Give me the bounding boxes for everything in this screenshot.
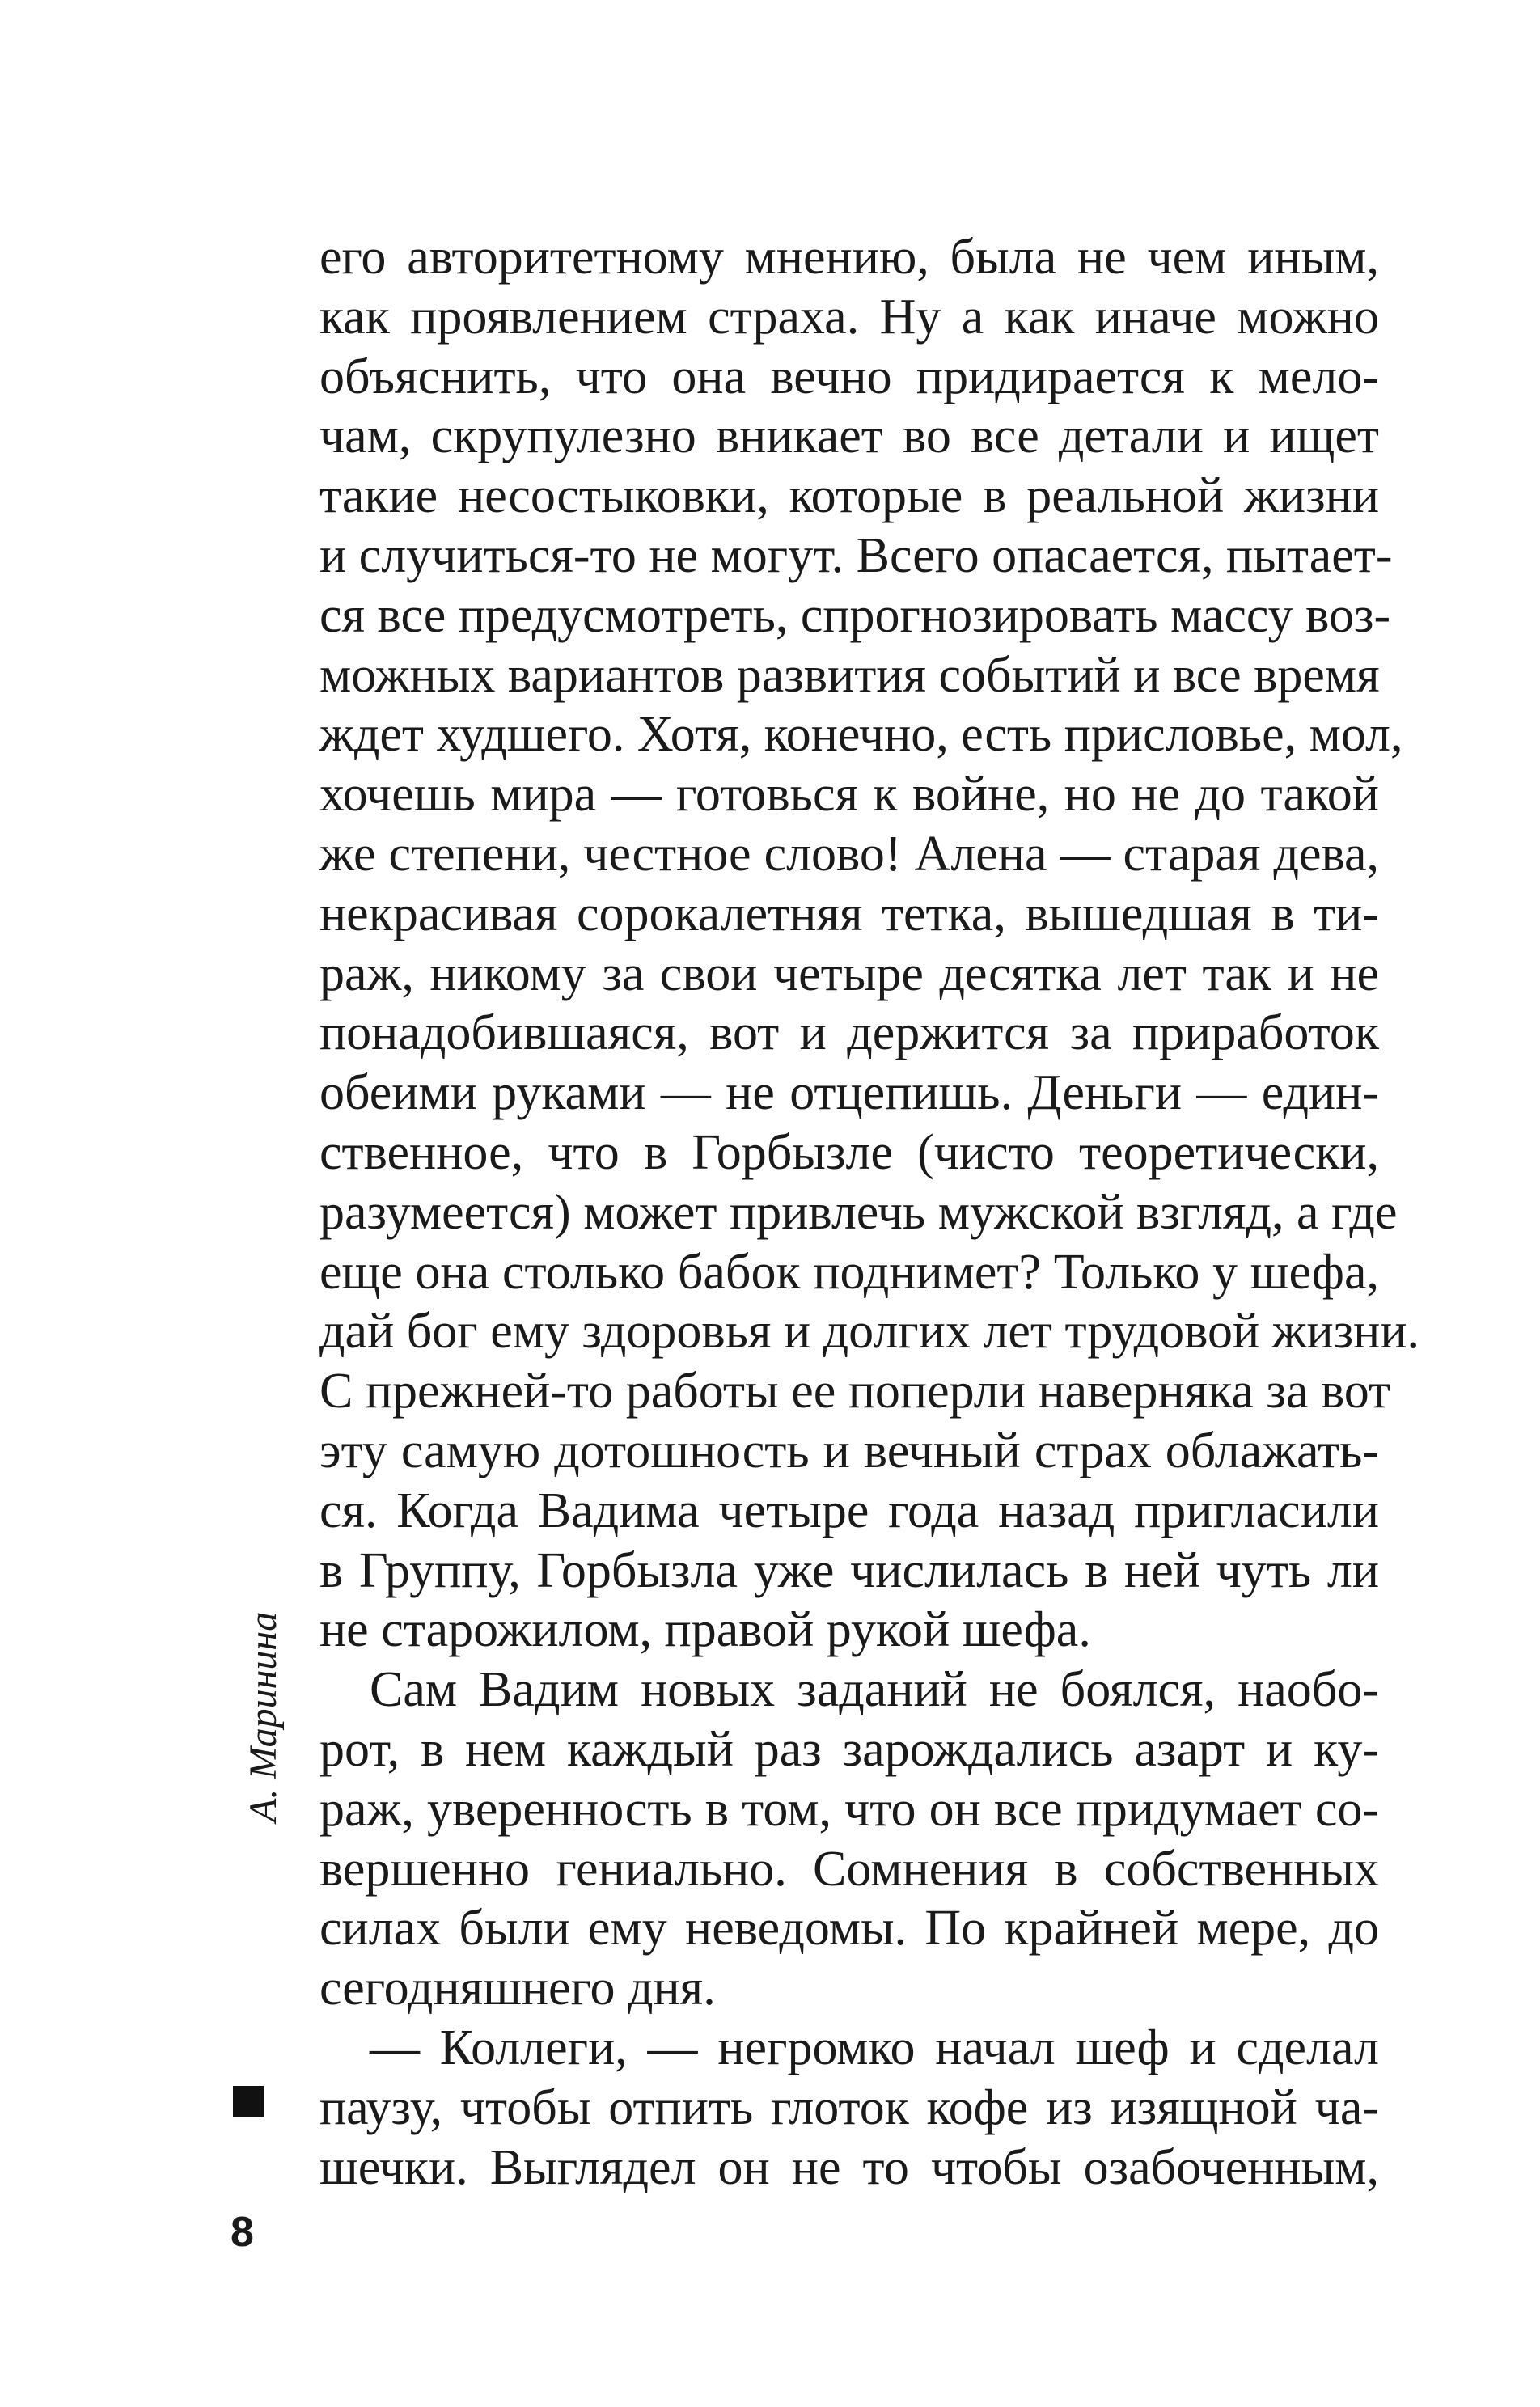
running-head-author: А. Маринина	[242, 1611, 285, 1822]
text-line: в Группу, Горбызла уже числилась в ней чуть ли	[319, 1542, 1379, 1598]
text-line: еще она столько бабок поднимет? Только у шефа,	[319, 1244, 1379, 1300]
text-line: паузу, чтобы отпить глоток кофе из изящной ча-	[319, 2079, 1379, 2135]
text-line: эту самую дотошность и вечный страх облажать-	[319, 1423, 1379, 1478]
text-line: не старожилом, правой рукой шефа.	[319, 1602, 1091, 1658]
text-line: ся. Когда Вадима четыре года назад пригласили	[319, 1483, 1379, 1538]
page-marker-square	[233, 2086, 264, 2117]
text-line: его авторитетному мнению, была не чем иным,	[319, 230, 1379, 285]
text-line: дай бог ему здоровья и долгих лет трудовой жизни.	[319, 1304, 1420, 1360]
text-line: шечки. Выглядел он не то чтобы озабоченным,	[319, 2139, 1379, 2195]
text-line: и случиться-то не могут. Всего опасается, пытает-	[319, 527, 1393, 583]
text-line: чам, скрупулезно вникает во все детали и ищет	[319, 408, 1379, 464]
text-line: рот, в нем каждый раз зарождались азарт и ку-	[319, 1721, 1379, 1777]
text-line: обеими руками — не отцепишь. Деньги — един-	[319, 1065, 1379, 1121]
text-line: раж, никому за свои четыре десятка лет так и не	[319, 945, 1379, 1001]
text-line: С прежней-то работы ее поперли наверняка за вот	[319, 1364, 1391, 1419]
text-line: Сам Вадим новых заданий не боялся, наобо-	[370, 1662, 1379, 1718]
body-text	[319, 228, 1420, 2198]
text-line: можных вариантов развития событий и все время	[319, 647, 1380, 703]
text-line: некрасивая сорокалетняя тетка, вышедшая в ти-	[319, 886, 1379, 941]
text-line: понадобившаяся, вот и держится за приработок	[319, 1005, 1379, 1061]
text-line: ственное, что в Горбызле (чисто теоретически,	[319, 1124, 1379, 1180]
text-line: сегодняшнего дня.	[319, 1961, 716, 2016]
text-line: объяснить, что она вечно придирается к мело-	[319, 349, 1379, 404]
text-line: раж, уверенность в том, что он все придумает со-	[319, 1781, 1379, 1837]
text-line: хочешь мира — готовься к войне, но не до такой	[319, 767, 1379, 823]
text-line: силах были ему неведомы. По крайней мере, до	[319, 1901, 1379, 1956]
text-line: вершенно гениально. Сомнения в собственных	[319, 1841, 1379, 1897]
text-line: — Коллеги, — негромко начал шеф и сделал	[370, 2020, 1379, 2075]
text-line: ся все предусмотреть, спрогнозировать массу воз-	[319, 587, 1391, 643]
text-line: разумеется) может привлечь мужской взгляд, а где	[319, 1184, 1398, 1240]
page-number: 8	[231, 2209, 254, 2256]
text-line: такие несостыковки, которые в реальной жизни	[319, 468, 1379, 524]
text-line: как проявлением страха. Ну а как иначе можно	[319, 289, 1379, 345]
text-line: ждет худшего. Хотя, конечно, есть присловье, мол,	[319, 707, 1403, 763]
text-line: же степени, честное слово! Алена — старая дева,	[319, 826, 1379, 882]
